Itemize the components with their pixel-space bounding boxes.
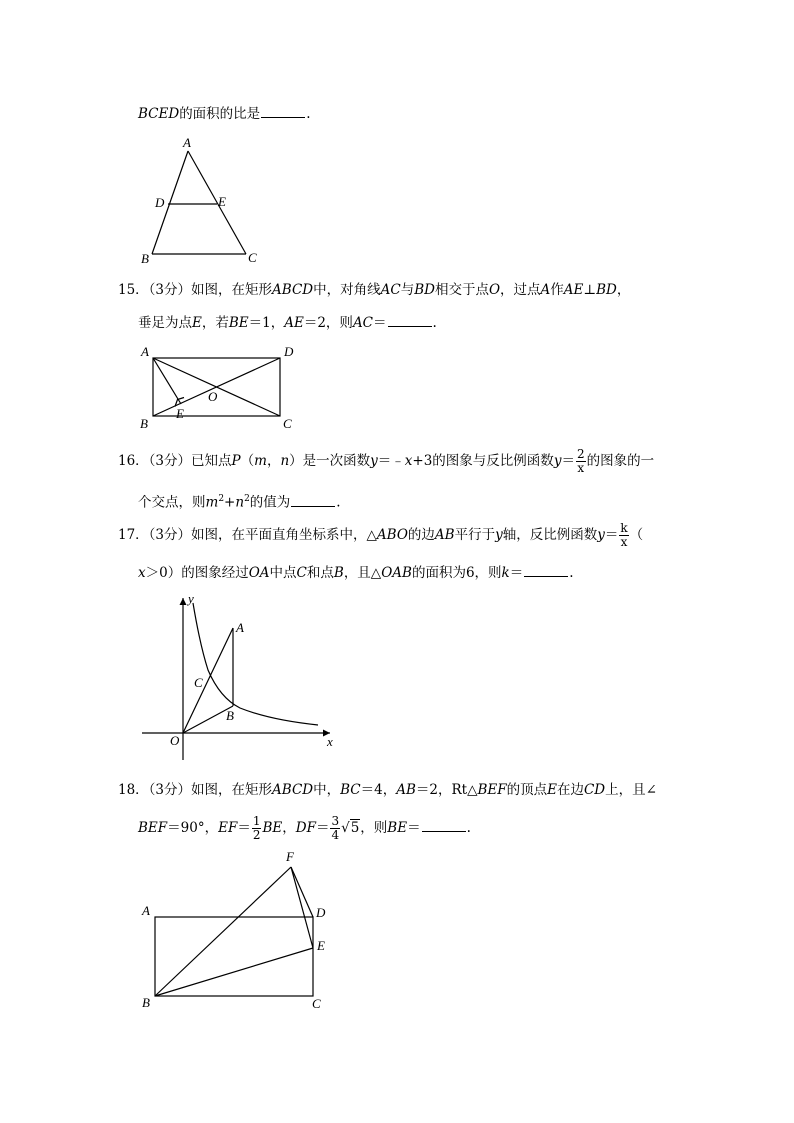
fig18-rectangle xyxy=(155,917,313,996)
fig15-label-a: A xyxy=(141,344,149,359)
fig14-label-b: B xyxy=(141,251,149,266)
fig18-label-a: A xyxy=(142,903,150,918)
fig15-label-o: O xyxy=(208,389,218,404)
fig18-segment-be xyxy=(155,948,313,996)
fig17-label-o: O xyxy=(170,733,180,748)
fig17-label-x: x xyxy=(327,734,333,749)
q14-text: 的面积的比是 xyxy=(179,106,261,122)
fig18-segment-bf xyxy=(155,867,291,996)
fig18-segment-fe xyxy=(291,867,313,948)
q16-line-2: 个交点，则$m^2+n^2$的值为 . xyxy=(138,489,341,513)
fig15-label-e: E xyxy=(176,406,184,421)
fig18-label-f: F xyxy=(286,849,294,864)
q18-fraction-half: $\frac{1}{2}$ xyxy=(252,814,261,842)
q17-line-2: x＞0）的图象经过OA中点C和点B，且△OAB的面积为6，则k＝ . xyxy=(138,562,574,583)
fig17-label-a: A xyxy=(236,620,244,635)
fig14-label-c: C xyxy=(248,250,257,265)
fig17-label-y: y xyxy=(188,591,194,606)
q17-fraction: $\frac{k}{x}$ xyxy=(620,521,628,549)
fig15-label-b: B xyxy=(140,416,148,431)
fig17-label-b: B xyxy=(226,708,234,723)
fig14-label-a: A xyxy=(183,135,191,150)
fig18-label-c: C xyxy=(312,996,321,1011)
fig18-label-e: E xyxy=(317,938,325,953)
q16-fraction: $\frac{2}{x}$ xyxy=(576,447,585,475)
q18-sqrt: √5 xyxy=(341,820,360,836)
fig18-label-d: D xyxy=(316,905,326,920)
q15-line-1: 15．（3分）如图，在矩形ABCD中，对角线AC与BD相交于点O，过点A作AE⊥BD， xyxy=(118,282,631,298)
fig17-label-c: C xyxy=(194,675,203,690)
fig15-label-c: C xyxy=(283,416,292,431)
fig14-label-e: E xyxy=(218,194,226,209)
fig15-label-d: D xyxy=(284,344,294,359)
fig14-label-d: D xyxy=(155,195,165,210)
q17-line-1: 17．（3分）如图，在平面直角坐标系中，△ABO的边AB平行于y轴，反比例函数y＝ $\frac{k}{x}$ （ xyxy=(118,521,644,549)
q18-fraction-three-quarters: $\frac{3}{4}$ xyxy=(331,814,340,842)
q18-line-2: BEF＝90°，EF＝ $\frac{1}{2}$ BE，DF＝ $\frac{3}{4}$ √5，则BE＝ . xyxy=(138,814,471,842)
q16-line-1: 16．（3分）已知点P（m，n）是一次函数y＝﹣x+3的图象与反比例函数y＝ $\frac{2}{x}$ 的图象的一 xyxy=(118,447,655,475)
q15-line-2: 垂足为点E，若BE＝1，AE＝2，则AC＝ . xyxy=(138,312,437,333)
q18-line-1: 18．（3分）如图，在矩形ABCD中，BC＝4，AB＝2，Rt△BEF的顶点E在边CD上，且∠ xyxy=(118,782,657,798)
fig18-label-b: B xyxy=(142,995,150,1010)
q14-end: . xyxy=(306,106,311,122)
q14-poly: BCED xyxy=(138,106,180,122)
